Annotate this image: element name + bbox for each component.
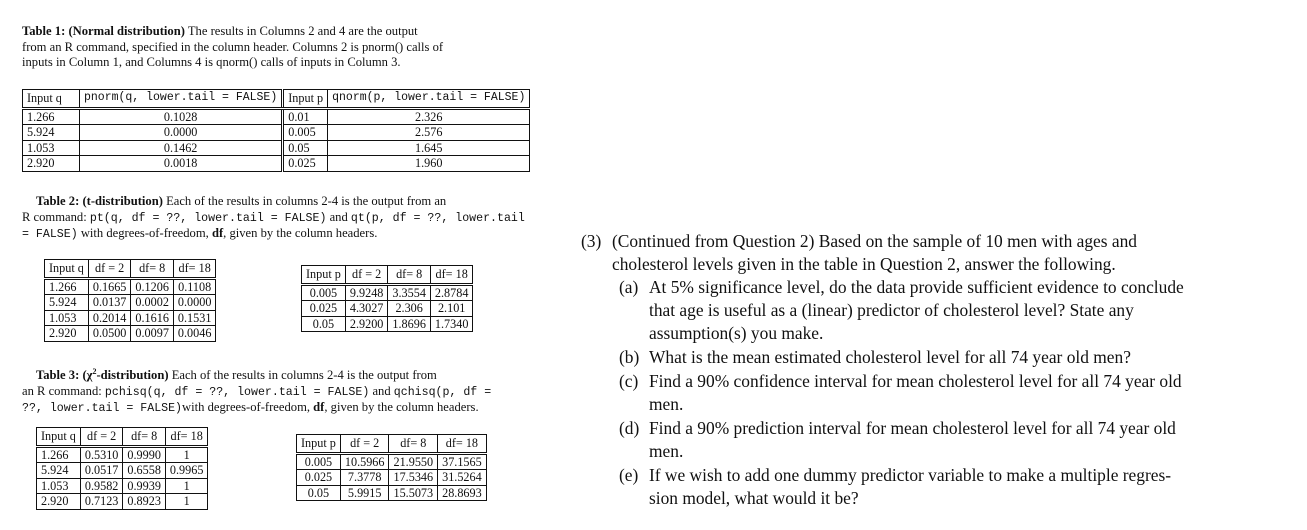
table-header-cell: df = 2 (80, 428, 123, 447)
table-row (23, 156, 530, 172)
table2-caption-text: with degrees-of-freedom, (77, 226, 212, 240)
question-intro-line2: cholesterol levels given in the table in Question 2, answer the following. (612, 254, 1116, 274)
table2-caption-code: = FALSE) (22, 228, 78, 241)
table3-title (82, 368, 168, 382)
table-cell: 0.1616 (131, 310, 174, 326)
table-cell: 10.5966 (340, 453, 389, 470)
table1-header-pnorm: pnorm(q, lower.tail = FALSE) (80, 90, 283, 109)
question-part-a-line2: that age is useful as a (linear) predictor of cholesterol level? State any (649, 300, 1134, 320)
table-cell: 0.025 (302, 301, 346, 317)
question-3 (581, 230, 1301, 520)
table1-header-input-q: Input q (23, 90, 80, 109)
table-cell: 17.5346 (389, 470, 438, 486)
question-part-e-line2: sion model, what would it be? (649, 488, 859, 508)
table-cell: 1.8696 (388, 316, 431, 332)
table-cell: 2.306 (388, 301, 431, 317)
table-cell: 0.01 (283, 108, 328, 125)
question-part-label: (c) (619, 371, 639, 391)
table-cell: 37.1565 (438, 453, 487, 470)
table-cell: 9.9248 (345, 284, 388, 301)
table-row (45, 295, 216, 311)
table-header-cell: Input p (297, 435, 341, 454)
table1-caption-line1: The results in Columns 2 and 4 are the output (187, 24, 418, 38)
table-cell: 0.05 (283, 140, 328, 156)
table-header-cell: Input q (45, 260, 89, 279)
table3-caption-code: qchisq(p, df = (393, 385, 492, 399)
table-header-cell: df= 8 (131, 260, 174, 279)
table-cell: 0.5310 (80, 446, 123, 463)
table3-caption-code: pchisq(q, df = ??, lower.tail = FALSE) (104, 385, 370, 399)
table3-caption-text: with degrees-of-freedom, (182, 400, 314, 415)
question-part-e-line1: If we wish to add one dummy predictor variable to make a multiple regres- (649, 465, 1172, 485)
table-cell: 0.1206 (131, 278, 174, 295)
table-cell: 2.9200 (345, 316, 388, 332)
table2-title: (t-distribution) (82, 194, 163, 208)
table-cell: 0.1531 (173, 310, 216, 326)
table-header-cell: df= 8 (389, 435, 438, 454)
table3-title-text: -distribution) (96, 368, 169, 383)
table-header-cell: Input p (302, 266, 346, 285)
table2-caption-text: R command: (22, 209, 90, 224)
table-row (297, 453, 487, 470)
table-cell: 2.920 (45, 326, 89, 342)
table-header-cell: df= 18 (430, 266, 473, 285)
table3-caption-text: , given by the column headers. (324, 400, 479, 415)
table-cell: 0.9939 (123, 478, 166, 494)
table-row (297, 470, 487, 486)
table3-caption-df: df (313, 400, 325, 415)
table-cell: 0.05 (302, 316, 346, 332)
table-header-cell: df = 2 (345, 266, 388, 285)
table-cell: 21.9550 (389, 453, 438, 470)
table-cell: 0.05 (297, 485, 341, 501)
table-cell: 1.7340 (430, 316, 473, 332)
table2-caption-text: , given by the column headers. (223, 226, 378, 240)
table-cell: 0.2014 (88, 310, 131, 326)
table-cell: 28.8693 (438, 485, 487, 501)
table3-left-header-row (37, 428, 208, 447)
table-cell: 0.0097 (131, 326, 174, 342)
question-part-a-line3: assumption(s) you make. (649, 323, 824, 343)
table-cell: 1.266 (37, 446, 81, 463)
table-cell: 1 (165, 446, 208, 463)
table2-left (44, 259, 216, 342)
table2-caption-code: qt(p, df = ??, lower.tail (350, 211, 525, 225)
table-row (23, 140, 530, 156)
table3-title-text: (χ (82, 368, 93, 383)
table-cell: 2.326 (328, 108, 530, 125)
table-cell: 0.0517 (80, 463, 123, 479)
table-cell: 0.6558 (123, 463, 166, 479)
table-header-cell: Input q (37, 428, 81, 447)
table-cell: 0.025 (283, 156, 328, 172)
table-cell: 0.7123 (80, 494, 123, 510)
table1-label: Table 1: (22, 24, 66, 38)
table3-caption-text: and (369, 383, 394, 398)
table-row (302, 284, 473, 301)
table-cell: 0.025 (297, 470, 341, 486)
table-row (23, 125, 530, 141)
table3-title-sup: 2 (92, 367, 97, 376)
table-cell: 1.053 (37, 478, 81, 494)
table-cell: 0.005 (302, 284, 346, 301)
table-cell: 1.053 (23, 140, 80, 156)
question-part-label: (d) (619, 418, 640, 438)
table-header-cell: df= 8 (388, 266, 431, 285)
table-cell: 0.1462 (80, 140, 283, 156)
table-row (45, 310, 216, 326)
table-cell: 2.920 (23, 156, 80, 172)
question-part-label: (a) (619, 277, 639, 297)
table-cell: 15.5073 (389, 485, 438, 501)
table1-header-input-p: Input p (283, 90, 328, 109)
table2-caption-code: pt(q, df = ??, lower.tail = FALSE) (89, 211, 327, 225)
table-cell: 0.0018 (80, 156, 283, 172)
table-cell: 1.960 (328, 156, 530, 172)
table-cell: 5.9915 (340, 485, 389, 501)
table3-right-header-row (297, 435, 487, 454)
question-intro-line1: (Continued from Question 2) Based on the sample of 10 men with ages and (612, 231, 1137, 251)
table-row (37, 463, 208, 479)
table-cell: 0.0137 (88, 295, 131, 311)
table-cell: 0.9990 (123, 446, 166, 463)
table-cell: 0.005 (297, 453, 341, 470)
table1 (22, 89, 530, 172)
table-row (302, 316, 473, 332)
table3-caption-line1: Each of the results in columns 2-4 is the output from (171, 368, 437, 383)
table2-left-header-row (45, 260, 216, 279)
table3-label: Table 3: (36, 368, 80, 383)
table2-caption-line1: Each of the results in columns 2-4 is the output from an (166, 194, 447, 208)
table-header-cell: df = 2 (88, 260, 131, 279)
question-part-label: (e) (619, 465, 639, 485)
table2-label: Table 2: (36, 194, 80, 208)
table3-caption (22, 364, 552, 417)
table-cell: 0.0046 (173, 326, 216, 342)
table-cell: 5.924 (37, 463, 81, 479)
table-cell: 31.5264 (438, 470, 487, 486)
table-cell: 2.920 (37, 494, 81, 510)
table1-caption-line3: inputs in Column 1, and Columns 4 is qnorm() calls of inputs in Column 3. (22, 55, 401, 69)
table-row (45, 278, 216, 295)
table-row (302, 301, 473, 317)
table-cell: 2.8784 (430, 284, 473, 301)
table-cell: 0.1665 (88, 278, 131, 295)
question-part-c-line2: men. (649, 394, 684, 414)
table-cell: 1 (165, 494, 208, 510)
table-cell: 0.0000 (80, 125, 283, 141)
table-header-cell: df= 18 (438, 435, 487, 454)
table-row (23, 108, 530, 125)
question-part-label: (b) (619, 347, 640, 367)
table-cell: 3.3554 (388, 284, 431, 301)
table-row (37, 478, 208, 494)
table-header-cell: df= 18 (173, 260, 216, 279)
table-header-cell: df= 18 (165, 428, 208, 447)
question-part-d-line1: Find a 90% prediction interval for mean cholesterol level for all 74 year old (649, 418, 1176, 438)
table-cell: 0.8923 (123, 494, 166, 510)
table2-right (301, 265, 473, 332)
table2-right-header-row (302, 266, 473, 285)
table2-caption-df: df (211, 226, 224, 240)
table-row (37, 494, 208, 510)
table2-caption-text: and (326, 209, 351, 224)
table-cell: 1 (165, 478, 208, 494)
table1-caption (22, 24, 542, 71)
table-cell: 0.0002 (131, 295, 174, 311)
table3-caption-text: an R command: (22, 383, 105, 398)
table-cell: 2.101 (430, 301, 473, 317)
table-cell: 1.266 (45, 278, 89, 295)
table-cell: 2.576 (328, 125, 530, 141)
table-cell: 0.005 (283, 125, 328, 141)
table-cell: 0.9965 (165, 463, 208, 479)
table-cell: 7.3778 (340, 470, 389, 486)
table2-caption (22, 194, 562, 243)
table-row (45, 326, 216, 342)
table-cell: 0.0000 (173, 295, 216, 311)
table-cell: 0.9582 (80, 478, 123, 494)
table-row (297, 485, 487, 501)
table-cell: 0.1028 (80, 108, 283, 125)
table3-left (36, 427, 208, 510)
table3-caption-code: ??, lower.tail = FALSE) (22, 402, 183, 416)
table1-caption-line2: from an R command, specified in the column header. Columns 2 is pnorm() calls of (22, 39, 444, 54)
table1-header-qnorm: qnorm(p, lower.tail = FALSE) (328, 90, 530, 109)
table-cell: 1.266 (23, 108, 80, 125)
table-cell: 0.1108 (173, 278, 216, 295)
question-part-b-line1: What is the mean estimated cholesterol level for all 74 year old men? (649, 347, 1131, 367)
table-cell: 5.924 (45, 295, 89, 311)
question-part-c-line1: Find a 90% confidence interval for mean cholesterol level for all 74 year old (649, 371, 1182, 391)
question-part-d-line2: men. (649, 441, 684, 461)
table3-right (296, 434, 487, 501)
table-cell: 0.0500 (88, 326, 131, 342)
table-cell: 5.924 (23, 125, 80, 141)
table-cell: 4.3027 (345, 301, 388, 317)
table1-header-row (23, 90, 530, 109)
table-header-cell: df= 8 (123, 428, 166, 447)
table1-title: (Normal distribution) (68, 24, 185, 38)
table-cell: 1.053 (45, 310, 89, 326)
question-number: (3) (581, 231, 602, 251)
table-header-cell: df = 2 (340, 435, 389, 454)
question-part-a-line1: At 5% significance level, do the data provide sufficient evidence to conclude (649, 277, 1184, 297)
table-cell: 1.645 (328, 140, 530, 156)
table-row (37, 446, 208, 463)
